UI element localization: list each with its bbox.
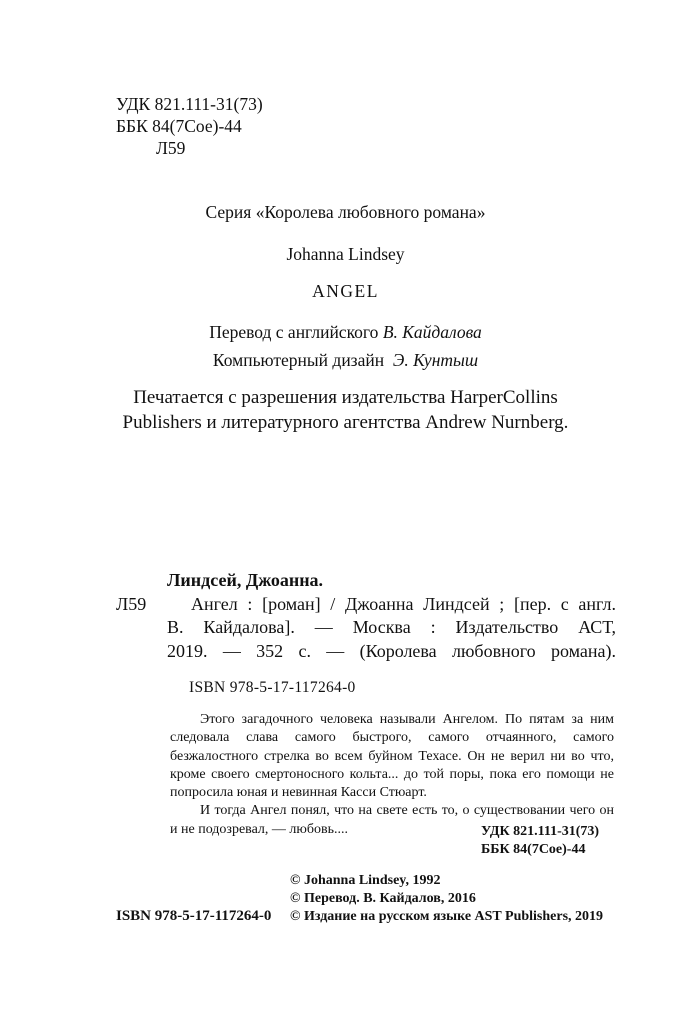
biblio-mark: Л59 (116, 593, 147, 614)
permission-line-2: Publishers и литературного агентства Andrew Nurnberg. (122, 412, 569, 433)
isbn-record: ISBN 978-5-17-117264-0 (189, 679, 356, 696)
design-credit (0, 350, 691, 371)
biblio-heading: Линдсей, Джоанна. (167, 570, 324, 590)
translation-label: Перевод с английского (209, 322, 379, 342)
annotation-paragraph-1: Этого загадочного человека называли Ангелом. По пятам за ним следовала слава самого быстрого, самого отчаянного, самого безжалостного стрелка во всем буйном Техасе. Он не верил ни во что, кроме своего смертоносного кольта... до той поры, пока его помощи не попросила юная и невинная Касси Стюарт. (170, 712, 614, 801)
biblio-line-3: 2019. — 352 с. — (Королева любовного романа). (167, 640, 616, 661)
udk-code-bottom: УДК 821.111-31(73) (481, 824, 600, 839)
copyright-3: © Издание на русском языке AST Publishers, 2019 (290, 909, 604, 924)
isbn-bottom: ISBN 978-5-17-117264-0 (116, 908, 272, 924)
annotation (170, 711, 614, 839)
permission-line-1: Печатается с разрешения издательства HarperCollins (133, 387, 558, 408)
biblio-line-2: В. Кайдалова]. — Москва : Издательство АСТ, (167, 617, 616, 637)
original-title: ANGEL (312, 281, 379, 301)
bbk-code-top: ББК 84(7Сое)-44 (116, 116, 242, 136)
bibliographic-record (116, 569, 616, 663)
design-label: Компьютерный дизайн (212, 350, 385, 370)
copyright-1: © Johanna Lindsey, 1992 (290, 873, 441, 888)
author-mark-top: Л59 (156, 138, 186, 158)
designer-name: Э. Кунтыш (392, 350, 479, 370)
biblio-line-1: Ангел : [роман] / Джоанна Линдсей ; [пер. с англ. (191, 593, 616, 614)
udk-code-top: УДК 821.111-31(73) (116, 94, 263, 114)
copyright-2: © Перевод. В. Кайдалов, 2016 (290, 891, 476, 906)
bbk-code-bottom: ББК 84(7Сое)-44 (481, 842, 586, 857)
series-title: Серия «Королева любовного романа» (205, 202, 486, 222)
translation-credit (0, 322, 691, 343)
annotation-paragraph-2: И тогда Ангел понял, что на свете есть то, о существовании чего он и не подозревал, — любовь.... (170, 803, 614, 837)
original-author: Johanna Lindsey (286, 244, 405, 264)
translator-name: В. Кайдалова (382, 322, 482, 342)
